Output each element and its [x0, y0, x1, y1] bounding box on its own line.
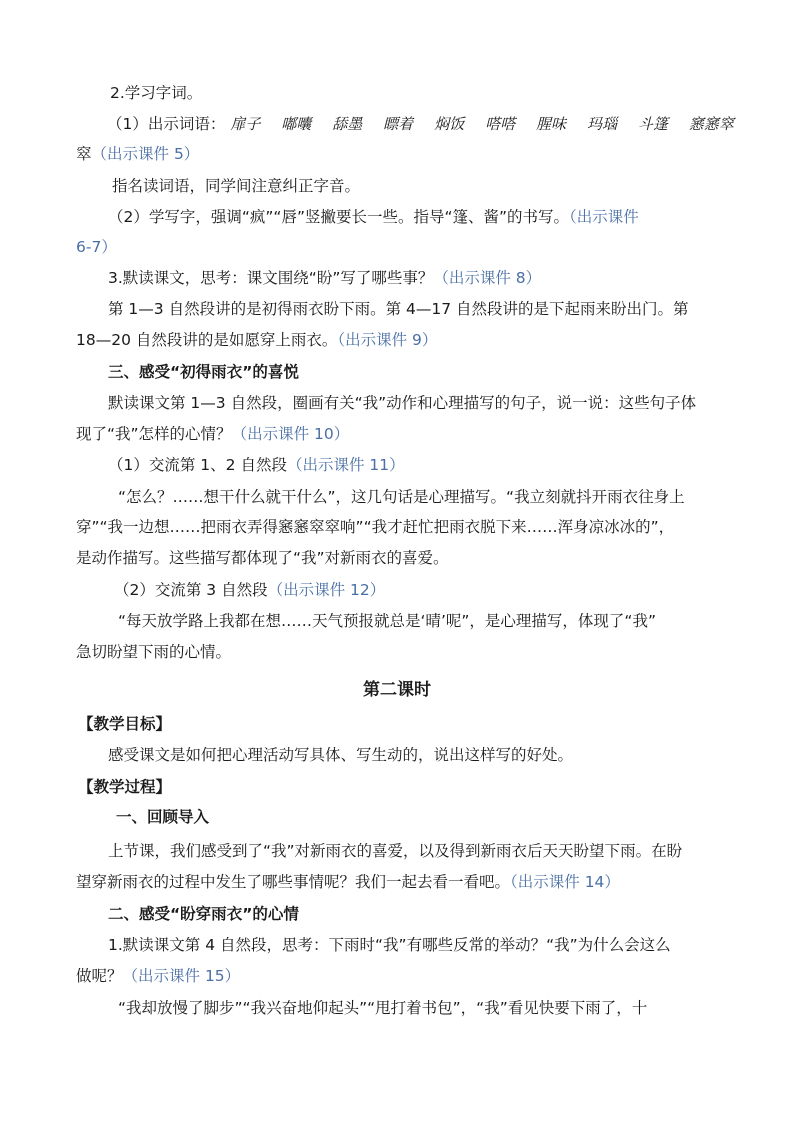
line-text: （2）学写字，强调“疯”“唇”竖撇要长一些。指导“篷、酱”的书写。 [108, 208, 570, 226]
line-discuss-3 [114, 580, 764, 600]
courseware-ref: （出示课件 5） [91, 145, 200, 163]
heading-teaching-goals: 【教学目标】 [78, 715, 172, 733]
line-3-silent-read [108, 268, 758, 288]
heading-section-2: 二、感受“盼穿雨衣”的心情 [108, 905, 299, 923]
line-paragraph-summary-1: 第 1—3 自然段讲的是初得雨衣盼下雨。第 4—17 自然段讲的是下起雨来盼出门。第 [108, 300, 689, 318]
line-review-1: 上节课，我们感受到了“我”对新雨衣的喜爱，以及得到新雨衣后天天盼望下雨。在盼 [108, 842, 683, 860]
line-write-characters [108, 207, 758, 227]
line-word-list [107, 114, 757, 134]
courseware-ref: （出示课件 11） [286, 456, 405, 474]
line-text: 3.默读课文，思考：课文围绕“盼”写了哪些事？ [108, 269, 434, 287]
heading-second-lesson: 第二课时 [363, 680, 431, 700]
word-list-tail: 窣 [76, 145, 92, 163]
line-analysis-3: 是动作描写。这些描写都体现了“我”对新雨衣的喜爱。 [76, 549, 449, 567]
line-analysis-5: 急切盼望下雨的心情。 [76, 643, 232, 661]
courseware-ref: （出示课件 14） [510, 873, 620, 891]
line-2-study-words: 2.学习字词。 [110, 84, 203, 102]
word-item: 舔墨 [332, 115, 363, 133]
word-item: 窸窸窣 [688, 115, 734, 133]
courseware-ref: （出示课件 [569, 208, 639, 226]
courseware-ref: 6-7） [76, 238, 117, 256]
line-goal: 感受课文是如何把心理活动写具体、写生动的，说出这样写的好处。 [108, 746, 574, 764]
line-text: 做呢？ [76, 967, 123, 985]
courseware-ref: （出示课件 15） [122, 967, 241, 985]
word-item: 斗篷 [637, 115, 668, 133]
line-text: 望穿新雨衣的过程中发生了哪些事情呢？我们一起去看一看吧。 [76, 873, 511, 891]
courseware-ref: （出示课件 8） [433, 269, 542, 287]
heading-review: 一、回顾导入 [116, 808, 210, 826]
line-courseware-6-7 [76, 237, 726, 257]
line-silent-read-1-3: 默读课文第 1—3 自然段，圈画有关“我”动作和心理描写的句子，说一说：这些句子体 [108, 394, 697, 412]
line-analysis-2: 穿”“我一边想……把雨衣弄得窸窸窣窣响”“我才赶忙把雨衣脱下来……浑身凉冰冰的”， [76, 518, 675, 536]
line-analysis-4: “每天放学路上我都在想……天气预报就总是‘晴’呢”，是心理描写，体现了“我” [118, 612, 656, 630]
word-item: 嗒嗒 [485, 115, 516, 133]
courseware-ref: （出示课件 12） [267, 581, 386, 599]
line-word-list-cont [76, 144, 726, 164]
courseware-ref: （出示课件 10） [231, 425, 350, 443]
heading-section-3: 三、感受“初得雨衣”的喜悦 [108, 363, 299, 381]
line-text: 18—20 自然段讲的是如愿穿上雨衣。 [76, 331, 338, 349]
heading-teaching-process: 【教学过程】 [78, 778, 172, 796]
word-item: 嘟囔 [281, 115, 312, 133]
courseware-ref: （出示课件 9） [337, 331, 438, 349]
line-mood-question [76, 424, 726, 444]
line-paragraph-summary-2 [76, 330, 726, 350]
word-item: 腥味 [536, 115, 567, 133]
line-analysis-1: “怎么？……想干什么就干什么”，这几句话是心理描写。“我立刻就抖开雨衣往身上 [118, 488, 685, 506]
line-text: （1）交流第 1、2 自然段 [108, 456, 287, 474]
line-question-4: 1.默读课文第 4 自然段，思考：下雨时“我”有哪些反常的举动？“我”为什么会这么 [108, 936, 671, 954]
line-quote-analysis: “我却放慢了脚步”“我兴奋地仰起头”“甩打着书包”，“我”看见快要下雨了，十 [118, 999, 648, 1017]
line-text: （2）交流第 3 自然段 [114, 581, 268, 599]
word-item: 玛瑙 [586, 115, 617, 133]
line-read-aloud: 指名读词语，同学间注意纠正字音。 [112, 177, 361, 195]
word-list-prefix: （1）出示词语： [107, 115, 226, 133]
line-text: 现了“我”怎样的心情？ [76, 425, 232, 443]
word-item: 瞟着 [383, 115, 414, 133]
word-item: 焖饭 [434, 115, 465, 133]
word-item: 扉子 [230, 115, 261, 133]
line-question-4-cont [76, 966, 726, 986]
line-discuss-1-2 [108, 455, 758, 475]
line-review-2 [76, 872, 726, 892]
